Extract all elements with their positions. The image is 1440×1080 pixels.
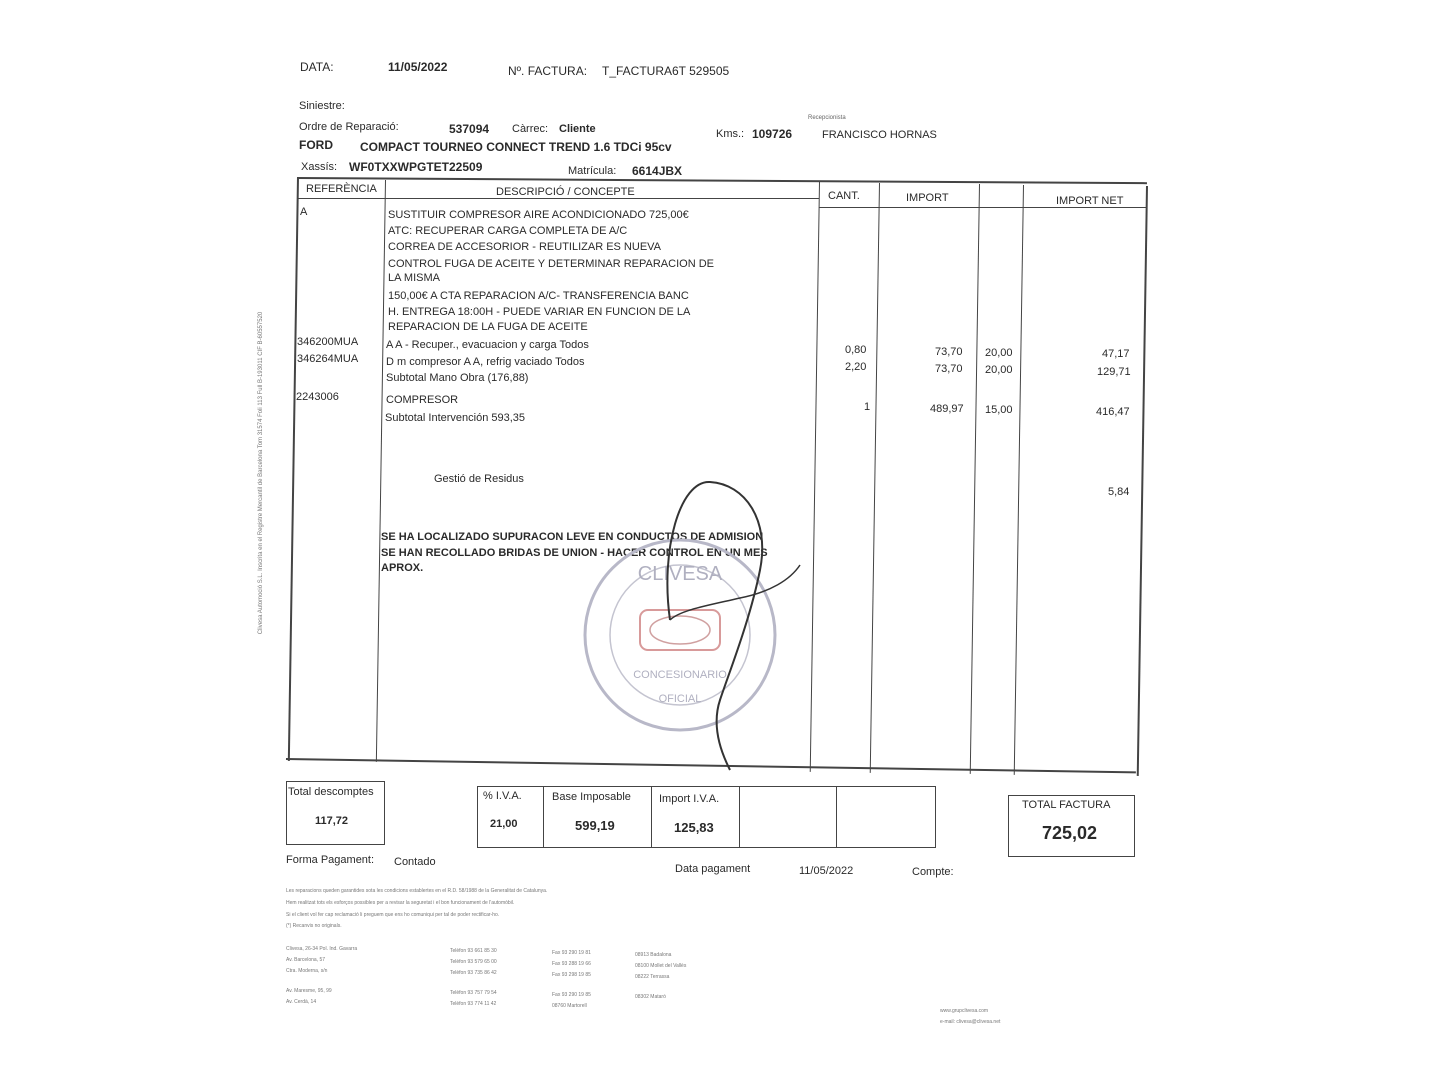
row-discount: 20,00 [985, 347, 1013, 359]
desc-line: CONTROL FUGA DE ACEITE Y DETERMINAR REPARACION DE [388, 258, 714, 270]
row-price: 73,70 [935, 346, 963, 358]
payment-date-value: 11/05/2022 [799, 865, 854, 877]
invoice-number-value: T_FACTURA6T 529505 [602, 64, 730, 78]
part-ref: 2243006 [296, 391, 339, 403]
address-line: Clivesa, 26-34 Pol. Ind. Gavarra [286, 946, 358, 952]
charge-value: Cliente [559, 123, 596, 135]
col-description: DESCRIPCIÓ / CONCEPTE [496, 186, 635, 198]
stamp-text-bottom: OFICIAL [658, 693, 702, 705]
invoice-number-label: Nº. FACTURA: [508, 64, 588, 78]
date-value: 11/05/2022 [388, 60, 448, 74]
part-price: 489,97 [930, 403, 964, 415]
address-city: 08302 Mataró [635, 994, 666, 1000]
address-city: 08222 Terrassa [635, 974, 670, 980]
row-qty: 0,80 [845, 344, 867, 356]
payment-method-value: Contado [394, 856, 436, 868]
discount-label: Total descomptes [288, 786, 374, 798]
row-qty: 2,20 [845, 361, 867, 373]
advisor-value: FRANCISCO HORNAS [822, 129, 937, 141]
part-desc: COMPRESOR [386, 394, 459, 406]
advisor-label: Recepcionista [808, 115, 846, 121]
email: e-mail: clivesa@clivesa.net [940, 1019, 1001, 1025]
base-value: 599,19 [575, 818, 615, 833]
siniestro-label: Siniestre: [299, 100, 345, 112]
legal-line: Si el client vol fer cap reclamació li preguem que ens ho comuniqui per tal de poder rectificar-ho. [286, 912, 500, 918]
total-value: 725,02 [1042, 823, 1098, 843]
part-qty: 1 [864, 401, 871, 413]
stamp-text-top: CLIVESA [637, 563, 723, 585]
payment-date-label: Data pagament [675, 863, 751, 875]
note-line: SE HA LOCALIZADO SUPURACON LEVE EN CONDUCTOS DE ADMISION [381, 531, 764, 543]
note-line: SE HAN RECOLLADO BRIDAS DE UNION - HACER CONTROL EN UN MES [381, 547, 768, 559]
account-label: Compte: [912, 866, 954, 878]
part-discount: 15,00 [985, 404, 1013, 416]
address-city: 08100 Mollet del Vallès [635, 963, 687, 969]
address-phone: Telèfon 93 579 65 00 [450, 959, 497, 965]
address-phone: Telèfon 93 757 79 54 [450, 990, 497, 996]
desc-line: CORREA DE ACCESORIOR - REUTILIZAR ES NUEVA [388, 241, 662, 253]
address-phone: Telèfon 93 735 86 42 [450, 970, 497, 976]
first-ref: A [300, 206, 308, 218]
col-reference: REFERÈNCIA [306, 183, 377, 195]
address-fax: Fax 93 290 19 81 [552, 950, 591, 956]
address-line: Av. Barcelona, 57 [286, 957, 326, 963]
subtotal-labour: Subtotal Mano Obra (176,88) [386, 372, 529, 384]
desc-line: REPARACION DE LA FUGA DE ACEITE [388, 321, 588, 333]
note-line: APROX. [381, 562, 424, 574]
payment-method-label: Forma Pagament: [286, 854, 375, 866]
kms-label: Kms.: [716, 128, 745, 140]
row-price: 73,70 [935, 363, 963, 375]
address-line: Av. Maresme, 95, 99 [286, 988, 332, 994]
discount-value: 117,72 [315, 815, 349, 827]
row-discount: 20,00 [985, 364, 1013, 376]
desc-line: LA MISMA [388, 272, 440, 284]
chassis-label: Xassís: [301, 161, 338, 173]
address-fax: Fax 93 298 19 85 [552, 972, 591, 978]
subtotal-intervention: Subtotal Intervención 593,35 [385, 412, 526, 424]
row-desc: D m compresor A A, refrig vaciado Todos [386, 356, 585, 368]
row-ref: 346264MUA [297, 353, 359, 365]
plate-label: Matrícula: [568, 165, 617, 177]
stamp-text-mid: CONCESIONARIO [633, 669, 727, 681]
desc-line: SUSTITUIR COMPRESOR AIRE ACONDICIONADO 725,00€ [388, 209, 689, 221]
charge-label: Càrrec: [512, 123, 549, 135]
repair-order-value: 537094 [449, 122, 490, 136]
legal-line: Les reparacions queden garantides sota les condicions establertes en el R.D. 58/1988 de la Generalitat de Catalunya. [286, 888, 548, 894]
address-phone: Telèfon 93 774 11 42 [450, 1001, 497, 1007]
vehicle-model: COMPACT TOURNEO CONNECT TREND 1.6 TDCi 95cv [360, 140, 672, 154]
col-import-net: IMPORT NET [1056, 195, 1124, 207]
repair-order-label: Ordre de Reparació: [299, 121, 399, 133]
col-import: IMPORT [906, 192, 949, 204]
vat-amount-value: 125,83 [674, 820, 714, 835]
address-line: Ctra. Moderna, s/n [286, 968, 328, 974]
plate-value: 6614JBX [632, 164, 683, 178]
row-net: 47,17 [1102, 348, 1130, 360]
row-desc: A A - Recuper., evacuacion y carga Todos [386, 339, 589, 351]
total-label: TOTAL FACTURA [1022, 799, 1111, 811]
part-net: 416,47 [1096, 406, 1130, 418]
chassis-value: WF0TXXWPGTET22509 [349, 160, 483, 174]
col-quantity: CANT. [828, 190, 860, 202]
vat-amount-label: Import I.V.A. [659, 793, 720, 805]
side-registry-text: Clivesa Automoció S.L. Inscrita en el Registre Mercantil de Barcelona Tom 31574 Foli 113 Full B-193011 CIF B-60557520 [258, 311, 264, 635]
vat-pct-value: 21,00 [490, 818, 518, 830]
waste-value: 5,84 [1108, 486, 1130, 498]
address-city: 08913 Badalona [635, 952, 672, 958]
vehicle-brand: FORD [299, 138, 333, 152]
legal-line: Hem realitzat tots els esforços possibles per a revisar la seguretat i el bon funcionament de l'automòbil. [286, 900, 515, 906]
waste-label: Gestió de Residus [434, 473, 524, 485]
website: www.grupclivesa.com [940, 1008, 989, 1014]
address-city: 08760 Martorell [552, 1003, 587, 1009]
row-net: 129,71 [1097, 366, 1131, 378]
legal-line: (*) Recanvis no originals. [286, 923, 342, 929]
desc-line: ATC: RECUPERAR CARGA COMPLETA DE A/C [388, 225, 628, 237]
desc-line: H. ENTREGA 18:00H - PUEDE VARIAR EN FUNCION DE LA [388, 306, 691, 318]
address-fax: Fax 93 288 19 66 [552, 961, 591, 967]
address-phone: Telèfon 93 661 85 30 [450, 948, 497, 954]
date-label: DATA: [300, 60, 334, 74]
desc-line: 150,00€ A CTA REPARACION A/C- TRANSFERENCIA BANC [388, 290, 689, 302]
company-stamp-and-signature [570, 470, 830, 790]
address-fax: Fax 93 290 19 85 [552, 992, 591, 998]
row-ref: 346200MUA [297, 336, 359, 348]
vat-pct-label: % I.V.A. [483, 790, 522, 802]
address-line: Av. Cerdà, 14 [286, 999, 317, 1005]
base-label: Base Imposable [552, 791, 631, 803]
kms-value: 109726 [752, 127, 793, 141]
